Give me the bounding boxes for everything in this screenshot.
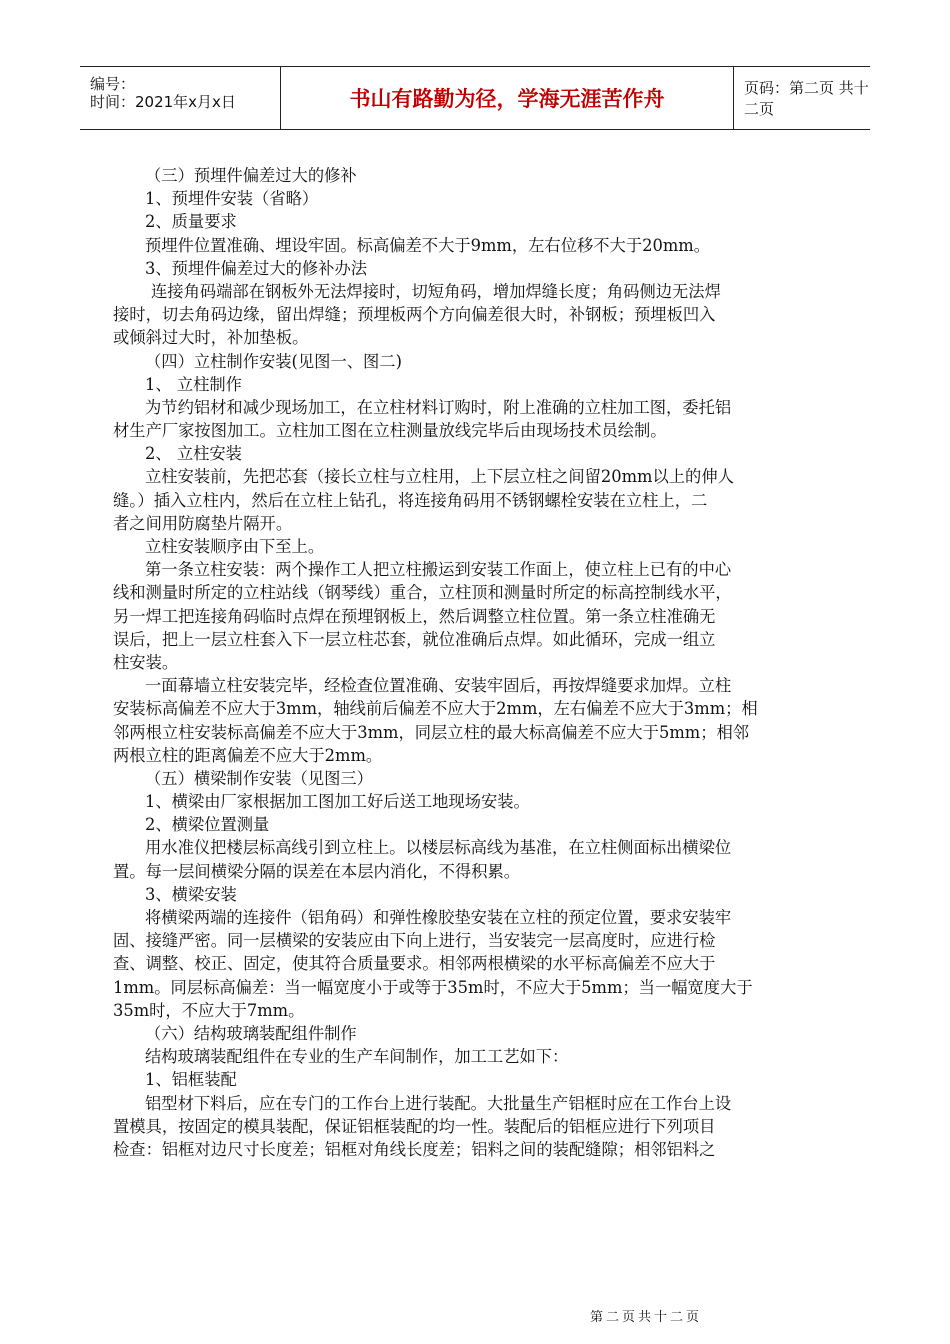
text-line: 立柱安装顺序由下至上。 [145,537,325,556]
text-line: 结构玻璃装配组件在专业的生产车间制作，加工工艺如下： [145,1047,569,1067]
text-line: 1、横梁由厂家根据加工图加工好后送工地现场安装。 [145,792,530,812]
text-line: 2、质量要求 [145,212,237,232]
text-line: 另一焊工把连接角码临时点焊在预埋钢板上，然后调整立柱位置。第一条立柱准确无 [113,606,716,626]
text-line: 35m时，不应大于7mm。 [113,1000,305,1020]
text-line: 铝型材下料后，应在专门的工作台上进行装配。大批量生产铝框时应在工作台上设 [145,1093,732,1113]
text-line: 者之间用防腐垫片隔开。 [113,513,293,533]
text-line: 缝。）插入立柱内，然后在立柱上钻孔，将连接角码用不锈钢螺栓安装在立柱上，二 [113,490,708,510]
text-line: 2、 立柱安装 [145,444,242,464]
text-line: 1、铝框装配 [145,1070,237,1090]
time-label: 时间：2021年x月x日 [90,93,236,111]
text-line: 用水准仪把楼层标高线引到立柱上。以楼层标高线为基准，在立柱侧面标出横梁位 [145,838,732,858]
text-line: （三）预埋件偏差过大的修补 [145,166,357,185]
text-line: 立柱安装前，先把芯套（接长立柱与立柱用，上下层立柱之间留20mm以上的伸人 [145,467,734,487]
text-line: 2、横梁位置测量 [145,815,270,835]
text-line: 为节约铝材和减少现场加工，在立柱材料订购时，附上准确的立柱加工图，委托铝 [145,397,732,417]
page-info: 页码：第二页 共十二页 [744,79,869,118]
text-line: 3、预埋件偏差过大的修补办法 [145,258,368,278]
text-line: 查、调整、校正、固定，使其符合质量要求。相邻两根横梁的水平标高偏差不应大于 [113,954,716,974]
text-line: 接时，切去角码边缘，留出焊缝；预埋板两个方向偏差很大时，补钢板；预埋板凹入 [113,305,716,325]
document-body [113,164,841,1161]
text-line: 置。每一层间横梁分隔的误差在本层内消化，不得积累。 [113,861,521,881]
text-line: 1mm。同层标高偏差：当一幅宽度小于或等于35m时，不应大于5mm；当一幅宽度大于 [113,977,753,997]
motto: 书山有路勤为径，学海无涯苦作舟 [281,67,734,129]
text-line: 检查：铝框对边尺寸长度差；铝框对角线长度差；铝料之间的装配缝隙；相邻铝料之 [113,1139,716,1159]
text-line: 预埋件位置准确、埋设牢固。标高偏差不大于9mm，左右位移不大于20mm。 [145,235,710,255]
text-line: 第一条立柱安装：两个操作工人把立柱搬运到安装工作面上，使立柱上已有的中心 [145,560,732,580]
text-line: 材生产厂家按图加工。立柱加工图在立柱测量放线完毕后由现场技术员绘制。 [113,421,667,441]
text-line: 安装标高偏差不应大于3mm，轴线前后偏差不应大于2mm，左右偏差不应大于3mm；相 [113,699,758,719]
number-label: 编号： [90,75,136,93]
text-line: 邻两根立柱安装标高偏差不应大于3mm，同层立柱的最大标高偏差不应大于5mm；相邻 [113,722,750,742]
text-line: 3、横梁安装 [145,884,237,904]
text-line: 一面幕墙立柱安装完毕，经检查位置准确、安装牢固后，再按焊缝要求加焊。立柱 [145,676,732,696]
page-footer: 第二页共十二页 [590,1310,703,1325]
text-line: （六）结构玻璃装配组件制作 [145,1023,357,1043]
text-line: 两根立柱的距离偏差不应大于2mm。 [113,745,383,765]
text-line: 误后，把上一层立柱套入下一层立柱芯套，就位准确后点焊。如此循环，完成一组立 [113,629,716,649]
text-line: （四）立柱制作安装(见图一、图二) [145,351,402,371]
text-line: 1、 立柱制作 [145,374,242,394]
text-line: 1、预埋件安装（省略） [145,189,319,209]
text-line: （五）横梁制作安装（见图三） [145,768,373,788]
text-line: 置模具，按固定的模具装配，保证铝框装配的均一性。装配后的铝框应进行下列项目 [113,1116,716,1136]
text-line: 或倾斜过大时，补加垫板。 [113,328,309,348]
text-line: 将横梁两端的连接件（铝角码）和弹性橡胶垫安装在立柱的预定位置，要求安装牢 [145,908,732,927]
text-line: 连接角码端部在钢板外无法焊接时，切短角码，增加焊缝长度；角码侧边无法焊 [151,281,721,301]
text-line: 柱安装。 [113,652,179,672]
page-header [80,66,870,130]
text-line: 固、接缝严密。同一层横梁的安装应由下向上进行，当安装完一层高度时，应进行检 [113,931,716,951]
header-meta [80,67,281,129]
text-line: 线和测量时所定的立柱站线（钢琴线）重合，立柱顶和测量时所定的标高控制线水平， [113,583,732,603]
